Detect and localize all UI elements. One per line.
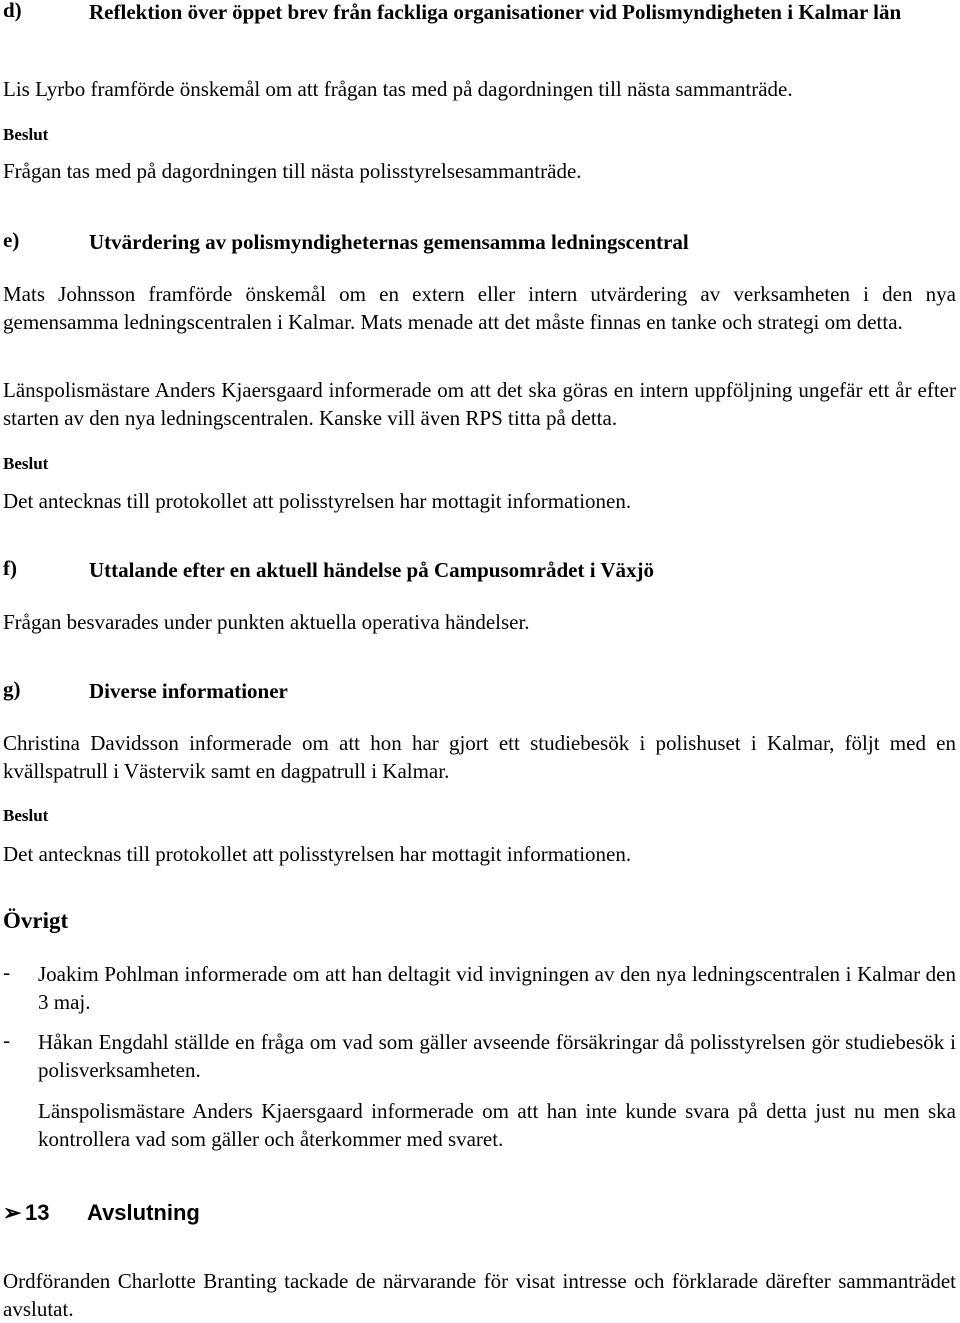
section-number: 13	[25, 1200, 50, 1225]
bullet-item	[3, 960, 956, 1016]
item-letter: g)	[3, 677, 21, 701]
item-letter: f)	[3, 556, 17, 580]
paragraph: Lis Lyrbo framförde önskemål om att frågan tas med på dagordningen till nästa sammanträde.	[3, 77, 793, 101]
item-g-heading-row	[3, 677, 956, 705]
item-e-heading-row	[3, 228, 956, 256]
section-title: Avslutning	[87, 1200, 200, 1225]
decision-text: Frågan tas med på dagordningen till nästa polisstyrelsesammanträde.	[3, 159, 582, 183]
item-heading: Utvärdering av polismyndigheternas gemensamma ledningscentral	[89, 230, 689, 254]
item-f-heading-row	[3, 556, 956, 584]
bullet-item	[3, 1028, 956, 1084]
beslut-label: Beslut	[3, 454, 49, 473]
paragraph: Christina Davidsson informerade om att hon har gjort ett studiebesök i polishuset i Kalmar, följt med en kvällspatrull i Västervik samt en dagpatrull i Kalmar.	[3, 731, 956, 783]
arrow-bullet-icon: ➢	[3, 1200, 22, 1225]
section-title-ovrigt: Övrigt	[3, 908, 69, 933]
beslut-label: Beslut	[3, 806, 49, 825]
beslut-label: Beslut	[3, 125, 49, 144]
paragraph: Länspolismästare Anders Kjaersgaard informerade om att det ska göras en intern uppföljning ungefär ett år efter starten av den nya ledningscentralen. Kanske vill även RPS titta på detta.	[3, 378, 956, 430]
item-heading: Reflektion över öppet brev från fackliga organisationer vid Polismyndigheten i Kalmar län	[89, 0, 902, 24]
paragraph: Ordföranden Charlotte Branting tackade de närvarande för visat intresse och förklarade därefter sammanträdet avslutat.	[3, 1269, 956, 1321]
dash-marker: -	[3, 960, 10, 984]
bullet-text: Håkan Engdahl ställde en fråga om vad som gäller avseende försäkringar då polisstyrelsen gör studiebesök i polisverksamheten.	[38, 1030, 956, 1082]
item-letter: d)	[3, 0, 22, 22]
paragraph: Mats Johnsson framförde önskemål om en extern eller intern utvärdering av verksamheten i den nya gemensamma ledningscentralen i Kalmar. Mats menade att det måste finnas en tanke och strategi om detta.	[3, 282, 956, 334]
paragraph: Frågan besvarades under punkten aktuella operativa händelser.	[3, 610, 530, 634]
dash-marker: -	[3, 1028, 10, 1052]
section-13-heading	[3, 1200, 956, 1226]
bullet-text: Joakim Pohlman informerade om att han deltagit vid invigningen av den nya ledningscentralen i Kalmar den 3 maj.	[38, 962, 956, 1014]
decision-text: Det antecknas till protokollet att polisstyrelsen har mottagit informationen.	[3, 842, 632, 866]
item-heading: Uttalande efter en aktuell händelse på Campusområdet i Växjö	[89, 558, 655, 582]
item-d-heading-row	[3, 0, 956, 26]
item-heading: Diverse informationer	[89, 679, 288, 703]
bullet-reply-text: Länspolismästare Anders Kjaersgaard informerade om att han inte kunde svara på detta just nu men ska kontrollera vad som gäller och återkommer med svaret.	[38, 1099, 956, 1151]
item-letter: e)	[3, 228, 20, 252]
decision-text: Det antecknas till protokollet att polisstyrelsen har mottagit informationen.	[3, 489, 632, 513]
